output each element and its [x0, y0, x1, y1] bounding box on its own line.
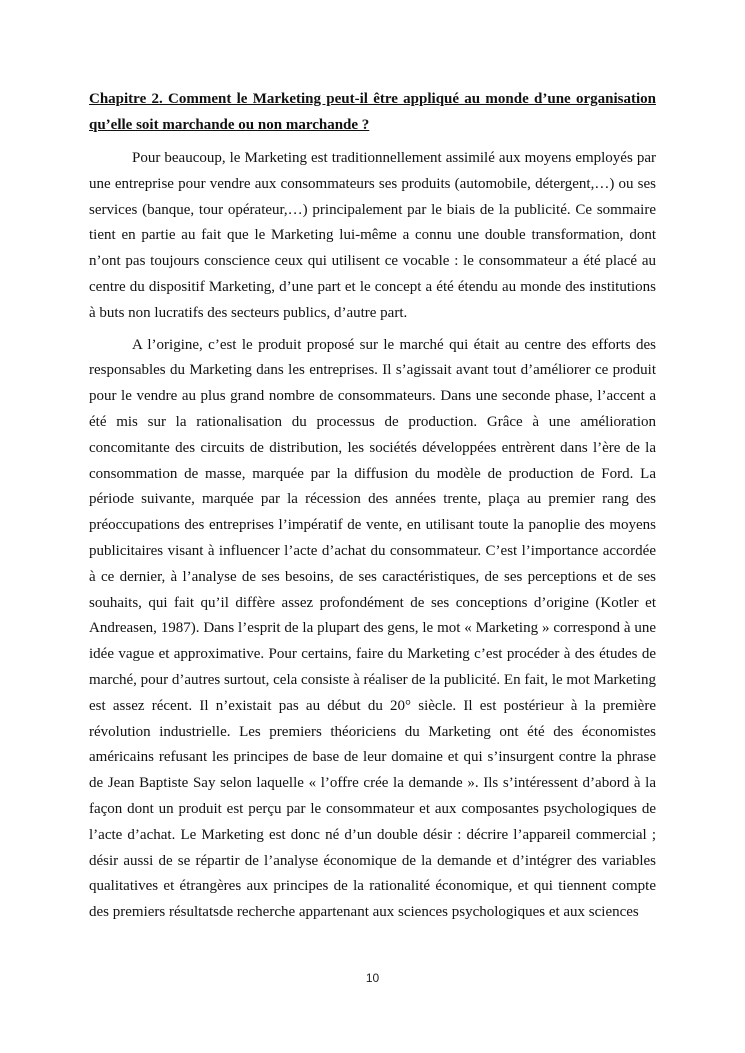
chapter-title: Chapitre 2. Comment le Marketing peut-il être appliqué au monde d’une organisation qu’elle soit marchande ou non marchande ?	[89, 91, 656, 133]
page-number: 10	[365, 971, 380, 985]
paragraph-1: Pour beaucoup, le Marketing est traditionnellement assimilé aux moyens employés par une entreprise pour vendre aux consommateurs ses produits (automobile, détergent,…) ou ses services (banque, tour opérateur,…) principalement par le biais de la publicité. Ce sommaire tient en partie au fait que le Marketing lui-même a connu une double transformation, dont n’ont pas toujours conscience ceux qui utilisent ce vocable : le consommateur a été placé au centre du dispositif Marketing, d’une part et le concept a été étendu au monde des institutions à buts non lucratifs des secteurs publics, d’autre part.	[89, 150, 656, 321]
paragraph-2: A l’origine, c’est le produit proposé sur le marché qui était au centre des efforts des responsables du Marketing dans les entreprises. Il s’agissait avant tout d’améliorer ce produit pour le vendre au plus grand nombre de consommateurs. Dans une seconde phase, l’accent a été mis sur la rationalisation du processus de production. Grâce à une amélioration concomitante des circuits de distribution, les sociétés développées entrèrent dans l’ère de la consommation de masse, marquée par la diffusion du modèle de production de Ford. La période suivante, marquée par la récession des années trente, plaça au premier rang des préoccupations des entreprises l’impératif de vente, en utilisant toute la panoplie des moyens publicitaires visant à influencer l’acte d’achat du consommateur. C’est l’importance accordée à ce dernier, à l’analyse de ses besoins, de ses caractéristiques, de ses perceptions et de ses souhaits, qui fait qu’il diffère assez profondément de ses conceptions d’origine (Kotler et Andreasen, 1987). Dans l’esprit de la plupart des gens, le mot « Marketing » correspond à une idée vague et approximative. Pour certains, faire du Marketing c’est procéder à des études de marché, pour d’autres surtout, cela consiste à réaliser de la publicité. En fait, le mot Marketing est assez récent. Il n’existait pas au début du 20° siècle. Il est postérieur à la première révolution industrielle. Les premiers théoriciens du Marketing ont été des économistes américains refusant les principes de base de leur domaine et qui s’insurgent contre la phrase de Jean Baptiste Say selon laquelle « l’offre crée la demande ». Ils s’intéressent d’abord à la façon dont un produit est perçu par le consommateur et aux composantes psychologiques de l’acte d’achat. Le Marketing est donc né d’un double désir : décrire l’appareil commercial ; désir aussi de se répartir de l’analyse économique de la demande et d’intégrer des variables qualitatives et étrangères aux principes de la rationalité économique, et qui tiennent compte des premiers résultatsde recherche appartenant aux sciences psychologiques et aux sciences	[89, 336, 656, 921]
page-body	[89, 86, 656, 932]
